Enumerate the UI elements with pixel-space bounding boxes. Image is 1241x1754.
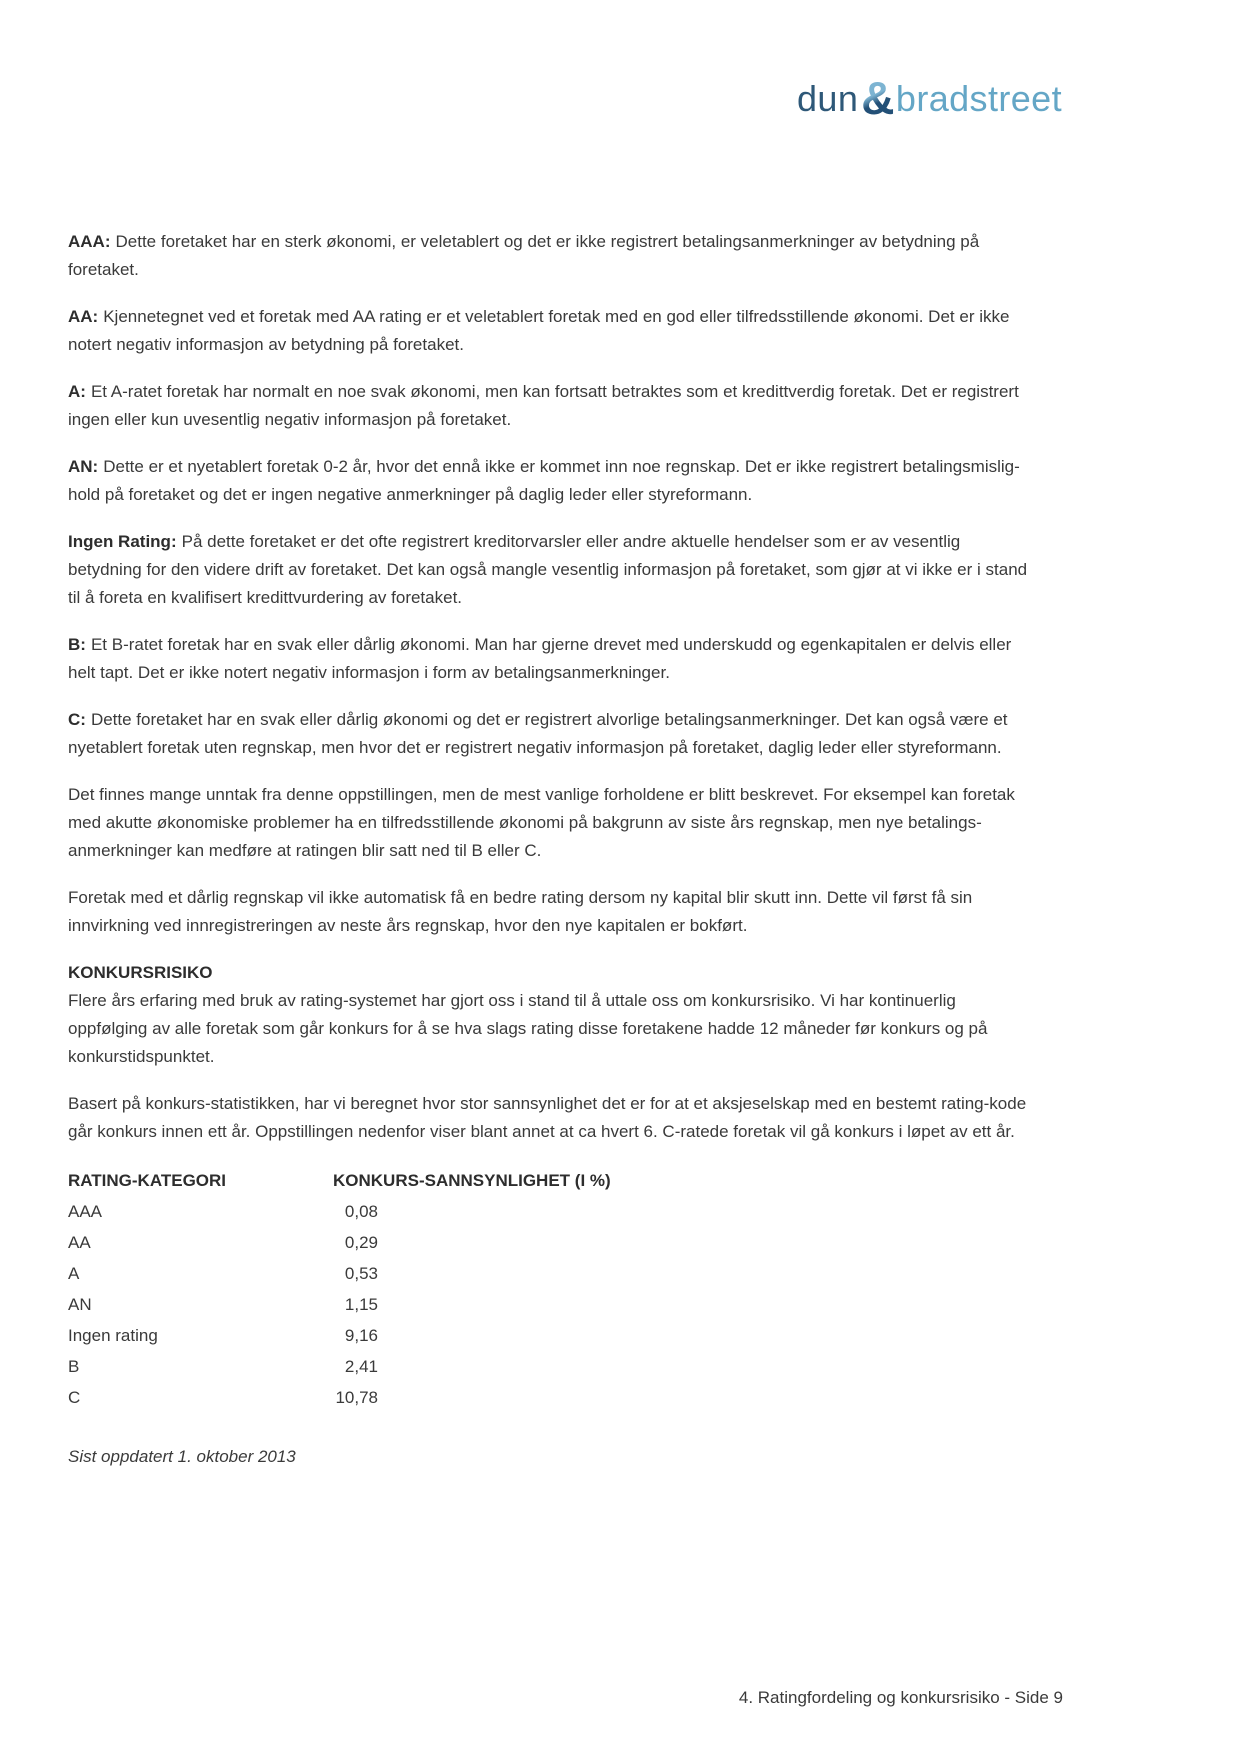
paragraph-text: Et A-ratet foretak har normalt en noe svak økonomi, men kan fortsatt betraktes som et kredittverdig foretak. Det er registrert ingen eller kun uvesentlig negativ informasjon på foretaket. xyxy=(68,382,1019,429)
rating-paragraph xyxy=(68,378,1036,434)
paragraph-text: Et B-ratet foretak har en svak eller dårlig økonomi. Man har gjerne drevet med underskudd og egenkapitalen er delvis eller helt tapt. Det er ikke notert negativ informasjon i form av betalingsanmerkninger. xyxy=(68,635,1012,682)
rating-category-cell: B xyxy=(68,1357,80,1376)
konkursrisiko-section xyxy=(68,959,1036,1146)
logo-word-dun: dun xyxy=(797,78,859,119)
konkursrisiko-paragraph-1: Flere års erfaring med bruk av rating-systemet har gjort oss i stand til å uttale oss om konkursrisiko. Vi har kontinuerlig oppfølging av alle foretak som går konkurs for å se hva slags rating disse foretakene hadde 12 måneder før konkurs og på konkurstidspunktet. xyxy=(68,991,988,1066)
rating-paragraphs xyxy=(68,228,1036,940)
page-footer: 4. Ratingfordeling og konkursrisiko - Side 9 xyxy=(738,1688,1063,1707)
rating-paragraph xyxy=(68,631,1036,687)
rating-value-cell: 0,53 xyxy=(344,1264,378,1283)
rating-category-cell: AN xyxy=(68,1295,92,1314)
rating-category-cell: C xyxy=(68,1388,81,1407)
paragraph-label: C: xyxy=(68,710,86,729)
logo-word-bradstreet: bradstreet xyxy=(895,78,1062,119)
rating-table-body xyxy=(68,1196,1036,1413)
last-updated-note: Sist oppdatert 1. oktober 2013 xyxy=(68,1447,296,1466)
document-content xyxy=(68,228,1036,1490)
rating-paragraph xyxy=(68,303,1036,359)
rating-category-cell: AAA xyxy=(68,1202,103,1221)
table-row xyxy=(68,1196,1036,1227)
rating-paragraph xyxy=(68,781,1036,865)
rating-value-cell: 0,29 xyxy=(344,1233,378,1252)
table-header-row xyxy=(68,1165,1036,1196)
ampersand-icon: & xyxy=(861,72,895,124)
table-row xyxy=(68,1258,1036,1289)
paragraph-label: B: xyxy=(68,635,86,654)
konkurs-probability-header: KONKURS-SANNSYNLIGHET (I %) xyxy=(333,1171,611,1190)
paragraph-text: Dette er et nyetablert foretak 0-2 år, hvor det ennå ikke er kommet inn noe regnskap. Det er ikke registrert betalingsmislig- hold på foretaket og det er ingen negative anmerkninger på daglig leder eller styreformann. xyxy=(68,457,1020,504)
paragraph-label: A: xyxy=(68,382,86,401)
paragraph-label: AN: xyxy=(68,457,99,476)
rating-value-cell: 9,16 xyxy=(344,1326,378,1345)
rating-paragraph xyxy=(68,706,1036,762)
rating-paragraph xyxy=(68,453,1036,509)
paragraph-text: Kjennetegnet ved et foretak med AA rating er et veletablert foretak med en god eller tilfredsstillende økonomi. Det er ikke notert negativ informasjon av betydning på foretaket. xyxy=(68,307,1010,354)
table-row xyxy=(68,1289,1036,1320)
konkursrisiko-paragraph-2: Basert på konkurs-statistikken, har vi beregnet hvor stor sannsynlighet det er for at et aksjeselskap med en bestemt rating-kode går konkurs innen ett år. Oppstillingen nedenfor viser blant annet at ca hvert 6. C-ratede foretak vil gå konkurs i løpet av ett år. xyxy=(68,1094,1027,1141)
rating-value-cell: 10,78 xyxy=(335,1388,378,1407)
paragraph-text: Dette foretaket har en sterk økonomi, er veletablert og det er ikke registrert betalingsanmerkninger av betydning på foretaket. xyxy=(68,232,980,279)
rating-category-cell: AA xyxy=(68,1233,91,1252)
rating-paragraph xyxy=(68,528,1036,612)
paragraph-label: AA: xyxy=(68,307,99,326)
rating-category-cell: Ingen rating xyxy=(68,1326,158,1345)
paragraph-text: Det finnes mange unntak fra denne oppstillingen, men de mest vanlige forholdene er blitt beskrevet. For eksempel kan foretak med akutte økonomiske problemer ha en tilfredsstillende økonomi på bakgrunn av siste års regnskap, men nye betalings- anmerkninger kan medføre at ratingen blir satt ned til B eller C. xyxy=(68,785,1015,860)
table-row xyxy=(68,1227,1036,1258)
rating-value-cell: 0,08 xyxy=(344,1202,378,1221)
table-row xyxy=(68,1320,1036,1351)
paragraph-label: AAA: xyxy=(68,232,111,251)
dun-bradstreet-logo xyxy=(797,72,1062,124)
paragraph-text: Dette foretaket har en svak eller dårlig økonomi og det er registrert alvorlige betalingsanmerkninger. Det kan også være et nyetablert foretak uten regnskap, men hvor det er registrert negativ informasjon på foretaket, daglig leder eller styreformann. xyxy=(68,710,1008,757)
rating-value-cell: 2,41 xyxy=(344,1357,378,1376)
rating-paragraph xyxy=(68,228,1036,284)
paragraph-text: På dette foretaket er det ofte registrert kreditorvarsler eller andre aktuelle hendelser som er av vesentlig betydning for den videre drift av foretaket. Det kan også mangle vesentlig informasjon på foretaket, som gjør at vi ikke er i stand til å foreta en kvalifisert kredittvurdering av foretaket. xyxy=(68,532,1028,607)
table-row xyxy=(68,1351,1036,1382)
rating-category-header: RATING-KATEGORI xyxy=(68,1171,227,1190)
rating-paragraph xyxy=(68,884,1036,940)
rating-probability-table xyxy=(68,1165,1036,1413)
rating-value-cell: 1,15 xyxy=(344,1295,378,1314)
table-row xyxy=(68,1382,1036,1413)
paragraph-text: Foretak med et dårlig regnskap vil ikke automatisk få en bedre rating dersom ny kapital blir skutt inn. Dette vil først få sin innvirkning ved innregistreringen av neste års regnskap, hvor den nye kapitalen er bokført. xyxy=(68,888,973,935)
konkursrisiko-heading: KONKURSRISIKO xyxy=(68,963,213,982)
rating-category-cell: A xyxy=(68,1264,80,1283)
paragraph-label: Ingen Rating: xyxy=(68,532,177,551)
